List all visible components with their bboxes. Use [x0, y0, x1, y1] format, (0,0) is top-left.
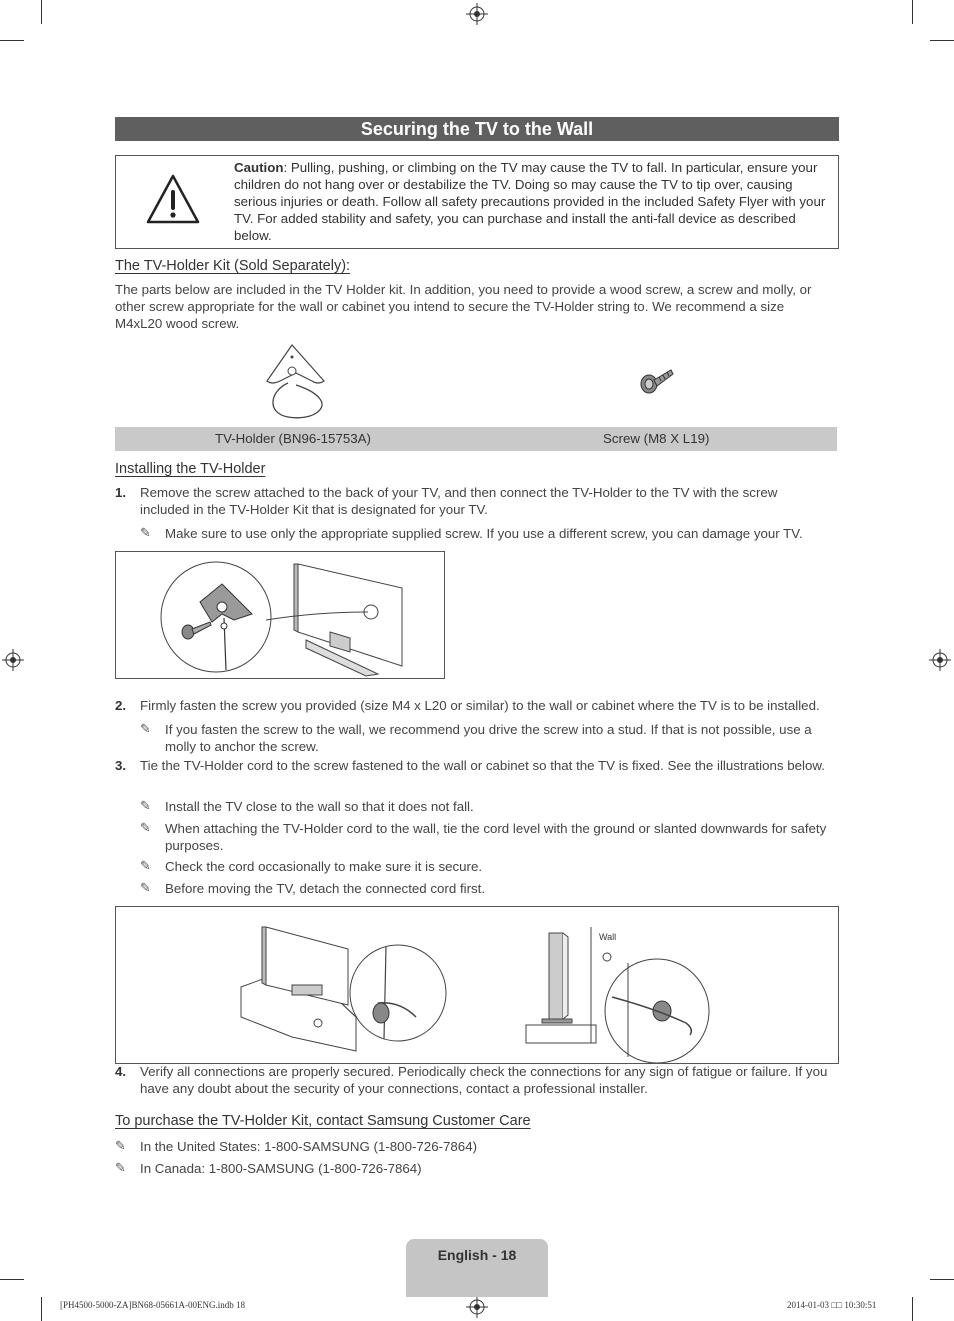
pencil-note-icon: ✎ — [140, 721, 151, 736]
step-note: If you fasten the screw to the wall, we recommend you drive the screw into a stud. If that is not possible, use a molly to anchor the screw. — [165, 722, 812, 754]
kit-heading: The TV-Holder Kit (Sold Separately): — [115, 258, 351, 274]
part-label: TV-Holder (BN96-15753A) — [215, 431, 371, 446]
page-title: Securing the TV to the Wall — [115, 117, 839, 141]
crop-mark — [0, 40, 24, 41]
pencil-note-icon: ✎ — [140, 820, 151, 835]
tie-cord-illustration — [116, 907, 838, 1063]
caution-label: Caution — [234, 160, 284, 175]
pencil-note-icon: ✎ — [115, 1160, 126, 1175]
part-label: Screw (M8 X L19) — [603, 431, 710, 446]
step-note: Before moving the TV, detach the connected cord first. — [165, 881, 486, 896]
step-note: When attaching the TV-Holder cord to the wall, tie the cord level with the ground or slanted downwards for safety purposes. — [165, 821, 827, 853]
pencil-note-icon: ✎ — [140, 525, 151, 540]
step-number: 1. — [115, 485, 127, 500]
pencil-note-icon: ✎ — [140, 880, 151, 895]
warning-triangle-icon — [145, 173, 201, 225]
wall-label: Wall — [599, 932, 617, 942]
step-note: Install the TV close to the wall so that it does not fall. — [165, 799, 474, 814]
installing-heading: Installing the TV-Holder — [115, 461, 266, 477]
figure-tie-cord — [115, 906, 839, 1064]
step-text: Remove the screw attached to the back of your TV, and then connect the TV-Holder to the TV with the screw included in the TV-Holder Kit that is designated for your TV. — [140, 485, 778, 517]
print-slug-left: [PH4500-5000-ZA]BN68-05661A-00ENG.indb 18 — [60, 1300, 245, 1310]
parts-label-bar — [115, 427, 837, 451]
step-number: 4. — [115, 1064, 127, 1079]
print-slug-right: 2014-01-03 □□ 10:30:51 — [787, 1300, 877, 1310]
page-number-tab: English - 18 — [406, 1239, 548, 1297]
screw-illustration — [639, 364, 675, 396]
caution-box — [115, 155, 839, 249]
crop-mark — [912, 1297, 913, 1321]
pencil-note-icon: ✎ — [140, 858, 151, 873]
step-note: Make sure to use only the appropriate supplied screw. If you use a different screw, you can damage your TV. — [165, 526, 803, 541]
crop-mark — [930, 40, 954, 41]
step-number: 3. — [115, 758, 127, 773]
step-text: Verify all connections are properly secured. Periodically check the connections for any sign of fatigue or failure. If you have any doubt about the security of your connections, contact a professional installer. — [140, 1064, 828, 1096]
kit-description: The parts below are included in the TV Holder kit. In addition, you need to provide a wood screw, a screw and molly, or other screw appropriate for the wall or cabinet you intend to secure the TV-Holder string to. We recommend a size M4xL20 wood screw. — [115, 282, 812, 331]
contact-item: In the United States: 1-800-SAMSUNG (1-800-726-7864) — [140, 1139, 478, 1154]
registration-mark-icon — [466, 3, 488, 25]
attach-holder-illustration — [116, 552, 444, 678]
registration-mark-icon — [466, 1296, 488, 1318]
caution-text — [234, 159, 830, 244]
step-text: Firmly fasten the screw you provided (size M4 x L20 or similar) to the wall or cabinet where the TV is to be installed. — [140, 698, 820, 713]
pencil-note-icon: ✎ — [140, 798, 151, 813]
figure-attach-holder — [115, 551, 445, 679]
crop-mark — [0, 1279, 24, 1280]
caution-body: : Pulling, pushing, or climbing on the TV may cause the TV to fall. In particular, ensure your children do not hang over or destabilize the TV. Doing so may cause the TV to tip over, causing serious injuries or death. Follow all safety precautions provided in the included Safety Flyer with your TV. For added stability and safety, you can purchase and install the anti-fall device as described below. — [234, 160, 826, 243]
contact-item: In Canada: 1-800-SAMSUNG (1-800-726-7864) — [140, 1161, 422, 1176]
step-number: 2. — [115, 698, 127, 713]
registration-mark-icon — [929, 649, 951, 671]
crop-mark — [41, 1297, 42, 1321]
crop-mark — [41, 0, 42, 24]
crop-mark — [930, 1279, 954, 1280]
step-note: Check the cord occasionally to make sure it is secure. — [165, 859, 483, 874]
purchase-heading: To purchase the TV-Holder Kit, contact Samsung Customer Care — [115, 1113, 531, 1129]
pencil-note-icon: ✎ — [115, 1138, 126, 1153]
step-text: Tie the TV-Holder cord to the screw fastened to the wall or cabinet so that the TV is fixed. See the illustrations below. — [140, 758, 825, 773]
registration-mark-icon — [2, 649, 24, 671]
crop-mark — [912, 0, 913, 24]
tv-holder-illustration — [262, 343, 330, 421]
